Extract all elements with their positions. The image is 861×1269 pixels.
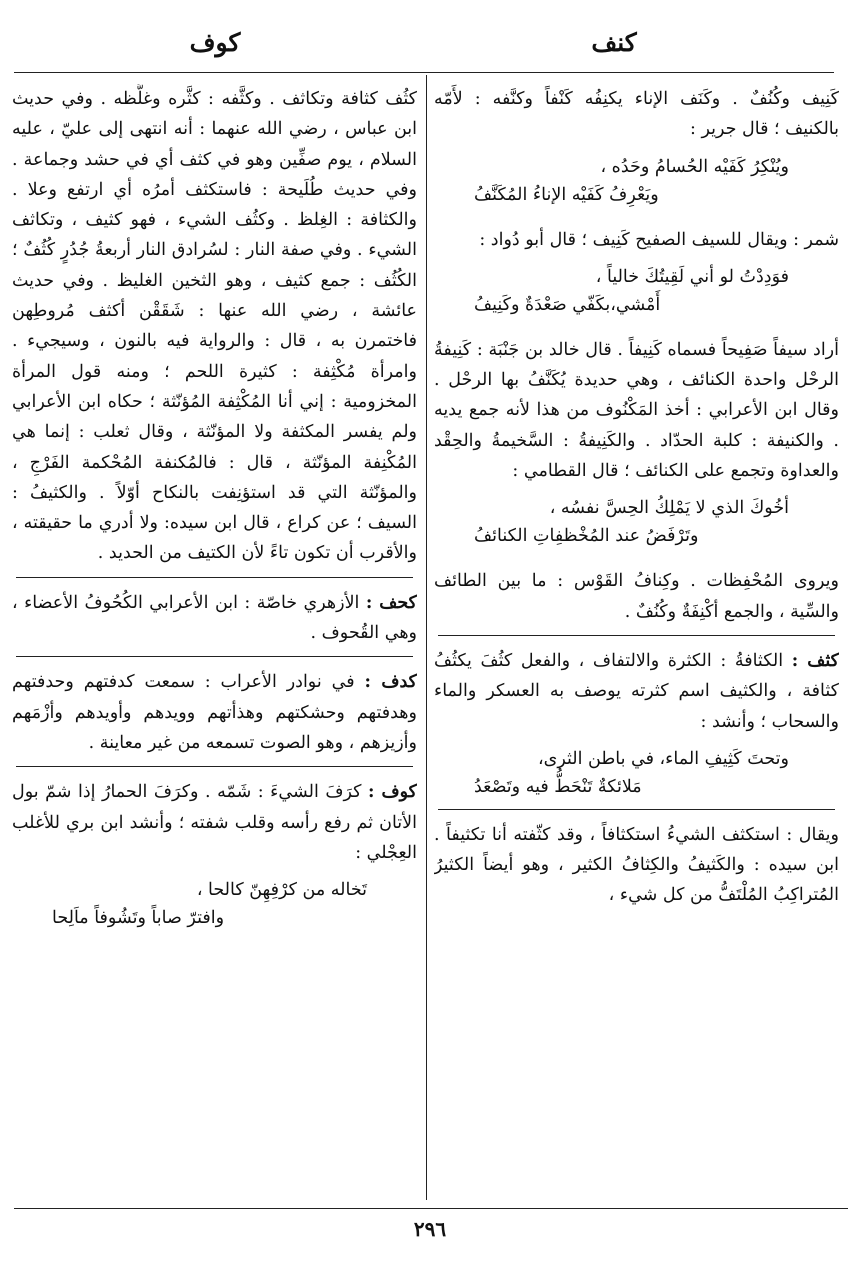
right-column xyxy=(434,84,839,911)
page-number: ٢٩٦ xyxy=(413,1217,447,1241)
entry-separator xyxy=(438,809,835,810)
paragraph: كثُف كثافة وتكاثف . وكثَّفه : كثَّره وغلَّظه . وفي حديث ابن عباس ، رضي الله عنهما : أنه انتهى إلى عليّ ، عليه السلام ، يوم صفِّين وهو في كثف أي في حشد وجماعة . وفي حديث طُلَيحة : فاستكثف أمرُه أي ارتفع وعلا . والكثافة : الغِلظ . وكثُف الشيء ، فهو كثيف ، وتكاثف الشيء . وفي صفة النار : لسُرادق النار أربعةُ جُدُرٍ كُثُفٌ ؛ الكُثُف : جمع كثيف ، وهو الثخين الغليظ . وفي حديث عائشة ، رضي الله عنها : شَقَقْن أكثف مُروطِهن فاختمرن به ، قال : والرواية فيه بالنون ، وسيجيء . وامرأة مُكْثِفة : كثيرة اللحم ؛ ومنه قول المرأة المخزومية : إني أنا المُكْثِفة المُؤنّثة ؛ حكاه ابن الأعرابي ولم يفسر المكثفة ولا المؤنّثة ، وقال ثعلب : إنما هي المُكْنِفة المؤنّثة ، قال : فالمُكنفة المُحْكمة الفَرْجِ ، والمؤنّثة التي قد استؤنِفت بالنكاح أوّلاً . والكثيفُ : السيف ؛ عن كراع ، قال ابن سيده: ولا أدري ما حقيقته ، والأقرب أن تكون تاءً لأن الكتيف من الحديد . xyxy=(12,89,417,564)
entry-separator xyxy=(438,635,835,636)
column-divider xyxy=(426,75,427,1200)
entry-kahafa xyxy=(12,588,417,649)
verse-line: مَلائكةٌ تَنْحَطُّ فيه وتَصْعَدُ xyxy=(474,776,642,797)
verse xyxy=(434,494,839,550)
paragraph: أراد سيفاً صَفِيحاً فسماه كَنِيفاً . قال خالد بن جَنْبَة : كَنِيفةُ الرحْل واحدة الكنائف ، وهي حديدة يُكَنَّفُ بها الرحْل . وقال ابن الأعرابي : أخذ المَكْنُوف من هذا لأنه جمع يديه . والكنيفة : كلبة الحدّاد . والكَنِيفةُ : السَّخيمةُ والحِقْد والعداوة وتجمع على الكنائف ؛ قال القطامي : xyxy=(434,339,839,482)
footer-rule xyxy=(14,1208,848,1209)
verse-line: وتحتَ كَثِيفِ الماء، في باطن الثرى، xyxy=(537,748,789,769)
header-rule xyxy=(14,72,834,73)
entry-separator xyxy=(16,656,413,657)
paragraph: شمر : ويقال للسيف الصفيح كَنِيف ؛ قال أبو دُواد : xyxy=(479,229,839,250)
verse xyxy=(434,263,839,319)
verse-line: فوَدِدْتُ لو أني لَقِيتُكَ خالياً ، xyxy=(595,266,789,287)
entry-kathafa xyxy=(434,646,839,737)
header-root-right: كنف xyxy=(591,28,637,57)
verse-line: ويُنْكِرُ كَفَيْه الحُسامُ وحَدُه ، xyxy=(600,156,789,177)
entry-kadafa xyxy=(12,667,417,758)
verse xyxy=(12,876,417,932)
entry-headword: كحف : xyxy=(365,592,417,613)
entry-headword: كوف : xyxy=(367,782,417,803)
entry-text: كرَفَ الشيءَ : شَمّه . وكرَفَ الحمارُ إذا شمّ بول الأتان ثم رفع رأسه وقلب شفته ؛ وأنشد ابن بري للأغلب العِجْلي : xyxy=(12,782,417,863)
entry-headword: كثف : xyxy=(791,650,839,671)
entry-karafa xyxy=(12,777,417,868)
paragraph: كَنِيف وكُنُفٌ . وكَنَف الإناء يكنِفُه كَنْفاً وكنَّفه : لأَمّه بالكنيف ؛ قال جرير : xyxy=(434,89,839,140)
entry-separator xyxy=(16,577,413,578)
entry-headword: كدف : xyxy=(364,672,417,693)
left-column xyxy=(12,84,417,932)
paragraph: ويقال : استكثف الشيءُ استكثافاً ، وقد كثّفته أنا تكثيفاً . ابن سيده : والكَثيفُ والكِثافُ الكثير ، وهو أيضاً الكثيرُ المُتراكِبُ المُلْتَفُّ من كل شيء ، xyxy=(434,824,839,906)
verse-line: أخُوكَ الذي لا يَمْلِكُ الحِسَّ نفسُه ، xyxy=(549,498,789,519)
header-root-left: كوف xyxy=(189,28,241,57)
paragraph: ويروى المُحْفِظات . وكِنافُ القَوْس : ما بين الطائف والسِّية ، والجمع أكْنِفَةٌ وكُنُفٌ . xyxy=(434,571,839,622)
entry-text: في نوادر الأعراب : سمعت كدفتهم وحدفتهم وهدفتهم وحشكتهم وهذأتهم وويدهم وأويدهم وأزْمَهم وأزيزهم ، وهو الصوت تسمعه من غير معاينة . xyxy=(12,672,417,753)
verse-line: ويَعْرِفُ كَفَيْه الإناءُ المُكَنَّفُ xyxy=(474,184,659,205)
verse xyxy=(434,153,839,209)
verse-line: تَخاله من كرْفِهِنّ كالحا ، xyxy=(196,880,367,901)
verse-line: أَمْشي،بكَفّي صَعْدَةٌ وكَنِيفُ xyxy=(474,294,661,315)
entry-text: الكثافةُ : الكثرة والالتفاف ، والفعل كثُفَ يكثُفُ كثافة ، والكثيف اسم كثرته يوصف به العسكر والماء والسحاب ؛ وأنشد : xyxy=(434,650,839,732)
verse xyxy=(434,745,839,801)
verse-line: وافترّ صاباً وتَشُوفاً ماَلِحا xyxy=(52,908,225,929)
entry-separator xyxy=(16,766,413,767)
entry-text: الأزهري خاصّة : ابن الأعرابي الكُحُوفُ الأعضاء ، وهي القُحوف . xyxy=(12,592,417,644)
verse-line: وتَرْفَضُ عند المُخْظفِاتِ الكنائفُ xyxy=(474,526,699,547)
